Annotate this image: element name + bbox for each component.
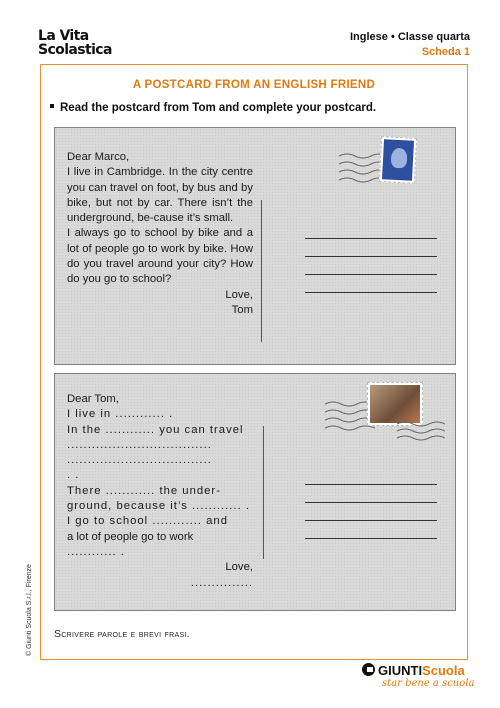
fill-line[interactable]: I live in ............ .	[67, 408, 174, 421]
message-body-2: I always go to school by bike and a lot of people go to work by bike. How do you travel around your city? How do you go to school?	[67, 227, 253, 286]
postcard-divider	[261, 200, 262, 342]
postmark-icon	[395, 418, 445, 444]
address-line	[305, 238, 437, 239]
instruction	[50, 102, 376, 114]
postcard-message	[67, 392, 253, 591]
closing: Love,	[225, 561, 253, 574]
instruction-text: Read the postcard from Tom and complete your postcard.	[60, 102, 377, 114]
brand-line2: Scolastica	[38, 42, 112, 58]
postcard-message	[67, 150, 253, 318]
address-line[interactable]	[305, 502, 437, 503]
signature-field[interactable]: ...............	[190, 576, 253, 589]
greeting: Dear Tom,	[67, 393, 119, 405]
fill-line[interactable]: ...................................	[67, 438, 212, 451]
address-line	[305, 274, 437, 275]
fill-line[interactable]: There ............ the under-	[67, 484, 221, 497]
message-body: I live in Cambridge. In the city centre you can travel on foot, by bus and by bike, but not by car. There isn’t the underground, be-cause it’s small.	[67, 166, 253, 225]
sheet-label: Scheda 1	[421, 46, 470, 58]
fill-line[interactable]: . .	[67, 469, 80, 482]
closing: Love,	[225, 288, 253, 301]
address-line[interactable]	[305, 484, 437, 485]
header-info	[350, 30, 470, 60]
publisher-logo	[362, 662, 475, 689]
address-line[interactable]	[305, 538, 437, 539]
copyright-notice: © Giunti Scuola S.r.l., Firenze	[26, 564, 33, 656]
postcard-to-tom	[54, 373, 456, 611]
address-line	[305, 292, 437, 293]
subject-label: Inglese • Classe quarta	[349, 31, 470, 43]
greeting: Dear Marco,	[67, 151, 130, 163]
exercise-type: Scrivere parole e brevi frasi.	[54, 628, 190, 640]
fill-line[interactable]: In the ............ you can travel	[67, 423, 244, 436]
logo-text-1: GIUNTI	[378, 663, 423, 678]
brand-line1: La Vita	[38, 28, 89, 44]
brand-logo	[38, 29, 112, 57]
signature: Tom	[231, 303, 253, 316]
bullet-icon	[50, 104, 54, 108]
page-title: A POSTCARD FROM AN ENGLISH FRIEND	[132, 79, 376, 91]
giunti-g-icon	[362, 663, 375, 676]
stamp-queen-icon	[379, 136, 417, 184]
address-line[interactable]	[305, 520, 437, 521]
fill-line[interactable]: I go to school ............ and	[67, 515, 228, 528]
fill-line[interactable]: ground, because it’s ............ .	[67, 500, 250, 513]
logo-text-2: Scuola	[422, 663, 465, 678]
fill-line[interactable]: ...................................	[67, 454, 212, 467]
fill-line: a lot of people go to work	[67, 530, 194, 543]
postcard-from-tom	[54, 127, 456, 365]
logo-tagline: star bene a scuola	[382, 678, 475, 689]
postcard-divider	[263, 426, 264, 559]
address-line	[305, 256, 437, 257]
fill-line[interactable]: ............ .	[67, 545, 125, 558]
